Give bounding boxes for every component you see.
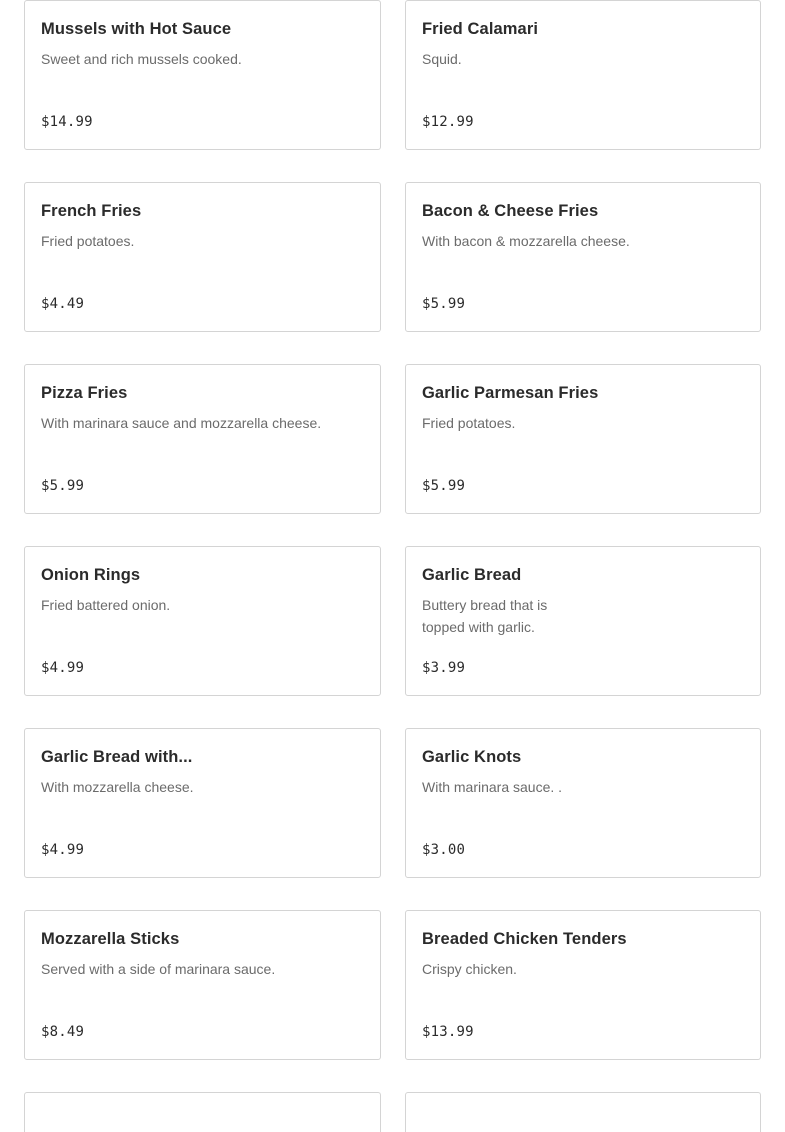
item-description: Squid. xyxy=(422,51,462,67)
item-price: $3.99 xyxy=(422,660,466,676)
menu-item-card-garlic-bread[interactable] xyxy=(405,546,761,696)
item-description: Fried potatoes. xyxy=(422,415,516,431)
item-name: Bacon & Cheese Fries xyxy=(422,202,599,220)
item-price: $12.99 xyxy=(422,114,474,130)
item-name: Breaded Chicken Tenders xyxy=(422,930,627,948)
menu-item-card-garlic-bread-with[interactable] xyxy=(24,728,381,878)
item-name: Onion Rings xyxy=(41,566,141,584)
item-description: Sweet and rich mussels cooked. xyxy=(41,51,242,67)
item-price: $4.49 xyxy=(41,296,85,312)
item-price: $13.99 xyxy=(422,1024,474,1040)
item-description: With bacon & mozzarella cheese. xyxy=(422,233,630,249)
menu-item-card-pizza-fries[interactable] xyxy=(24,364,381,514)
item-price: $4.99 xyxy=(41,660,85,676)
item-price: $5.99 xyxy=(41,478,85,494)
item-name: Fried Calamari xyxy=(422,20,539,38)
menu-item-card-partial[interactable] xyxy=(405,1092,761,1132)
item-description: With mozzarella cheese. xyxy=(41,779,194,795)
item-price: $5.99 xyxy=(422,478,466,494)
item-description: With marinara sauce and mozzarella cheese. xyxy=(41,415,322,431)
menu-item-card-onion-rings[interactable] xyxy=(24,546,381,696)
item-price: $14.99 xyxy=(41,114,93,130)
item-name: Mozzarella Sticks xyxy=(41,930,180,948)
item-price: $3.00 xyxy=(422,842,466,858)
item-price: $4.99 xyxy=(41,842,85,858)
item-description: Fried potatoes. xyxy=(41,233,135,249)
menu-item-card-garlic-parmesan-fries[interactable] xyxy=(405,364,761,514)
item-description: With marinara sauce. . xyxy=(422,779,563,795)
item-name: Garlic Knots xyxy=(422,748,522,766)
item-name: Garlic Parmesan Fries xyxy=(422,384,599,402)
item-name: Garlic Bread xyxy=(422,566,522,584)
item-price: $5.99 xyxy=(422,296,466,312)
item-price: $8.49 xyxy=(41,1024,85,1040)
menu-item-card-breaded-chicken-tenders[interactable] xyxy=(405,910,761,1060)
item-name: Garlic Bread with... xyxy=(41,748,193,766)
menu-item-card-garlic-knots[interactable] xyxy=(405,728,761,878)
menu-item-card-bacon-cheese-fries[interactable] xyxy=(405,182,761,332)
item-description: Served with a side of marinara sauce. xyxy=(41,961,276,977)
menu-item-card-mozzarella-sticks[interactable] xyxy=(24,910,381,1060)
item-name: French Fries xyxy=(41,202,142,220)
item-description: Buttery bread that is topped with garlic. xyxy=(422,597,548,635)
menu-items-grid xyxy=(24,0,761,1132)
menu-item-card-mussels-with-hot-sauce[interactable] xyxy=(24,0,381,150)
menu-item-card-fried-calamari[interactable] xyxy=(405,0,761,150)
item-name: Pizza Fries xyxy=(41,384,128,402)
item-name: Mussels with Hot Sauce xyxy=(41,20,232,38)
menu-item-card-french-fries[interactable] xyxy=(24,182,381,332)
item-description: Crispy chicken. xyxy=(422,961,517,977)
item-description: Fried battered onion. xyxy=(41,597,171,613)
menu-item-card-partial[interactable] xyxy=(24,1092,381,1132)
